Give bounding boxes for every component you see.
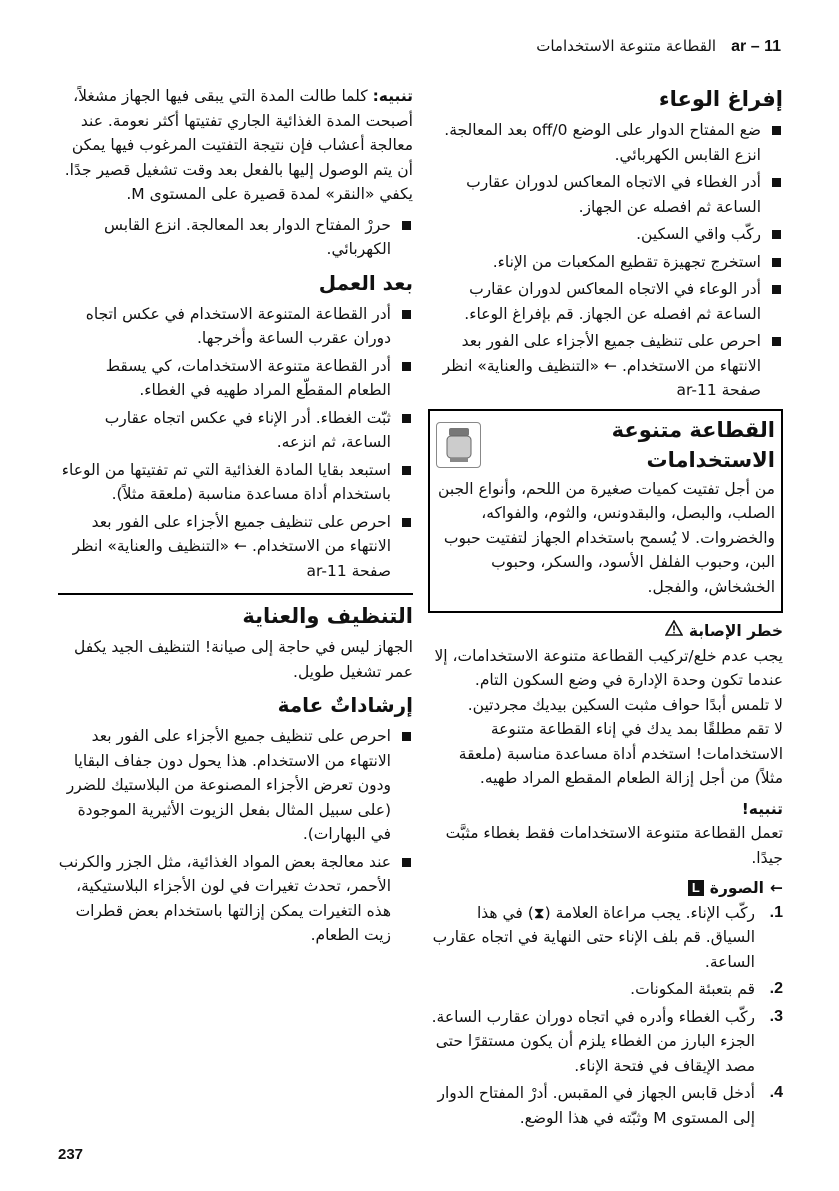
list-item: استبعد بقايا المادة الغذائية التي تم تفتيتها من الوعاء باستخدام أداة مساعدة مناسبة (ملعقة مثلاً).	[58, 458, 413, 507]
list-item: أدر القطاعة متنوعة الاستخدامات، كي يسقط الطعام المقطّع المراد طهيه في الغطاء.	[58, 354, 413, 403]
page-ref: 11 – ar	[731, 38, 781, 55]
multi-chopper-head	[436, 415, 775, 475]
section-divider	[58, 593, 413, 595]
list-item: ركّب واقي السكين.	[428, 222, 783, 247]
bullet-icon	[772, 337, 781, 346]
step-item: 1. ركّب الإناء. يجب مراعاة العلامة (⧗) في هذا السياق. قم بلف الإناء حتى النهاية في اتجاه عقارب الساعة.	[432, 903, 783, 971]
notice-text: تعمل القطاعة متنوعة الاستخدامات فقط بغطاء مثبَّت جيدًا.	[445, 824, 783, 867]
steps-list	[428, 901, 783, 1131]
multi-chopper-section	[428, 409, 783, 614]
warning-icon	[665, 619, 683, 644]
heading-after-work: بعد العمل	[318, 270, 413, 295]
bullet-icon	[402, 858, 411, 867]
left-column	[58, 84, 413, 954]
heading-cleaning: التنظيف والعناية	[242, 604, 413, 628]
bullet-icon	[402, 466, 411, 475]
bullet-icon	[402, 414, 411, 423]
list-item: استخرج تجهيزة تقطيع المكعبات من الإناء.	[428, 250, 783, 275]
step-item: 3. ركّب الغطاء وأدره في اتجاه دوران عقارب الساعة. الجزء البارز من الغطاء يلزم أن يكون مستقرًا حتى مصد الإيقاف في فتحة الإناء.	[431, 1007, 783, 1075]
multi-intro: من أجل تفتيت كميات صغيرة من اللحم، وأنواع الجبن الصلب، والبصل، والبقدونس، والثوم، والفواكه، والخضروات. لا يُسمح باستخدام الجهاز لتفتيت حبوب البن، وحبوب الفلفل الأسود، والسكر، وحبوب الخشخاش، والفجل.	[438, 479, 775, 596]
header-title: القطاعة متنوعة الاستخدامات	[536, 37, 717, 55]
list-item: ثبّت الغطاء. أدر الإناء في عكس اتجاه عقارب الساعة، ثم انزعه.	[58, 406, 413, 455]
bullet-icon	[772, 230, 781, 239]
page-header	[58, 36, 781, 62]
notice-list	[58, 213, 413, 262]
notice-paragraph	[58, 84, 413, 207]
bullet-icon	[402, 362, 411, 371]
list-item: أدر الوعاء في الاتجاه المعاكس لدوران عقارب الساعة ثم افصله عن الجهاز. قم بإفراغ الوعاء.	[428, 277, 783, 326]
notice-label: تنبيه!	[741, 799, 783, 818]
step-item: 4. أدخل قابس الجهاز في المقبس. أدرْ المفتاح الدوار إلى المستوى M وثبّته في هذا الوضع.	[437, 1084, 783, 1127]
heading-general: إرشاداتٌ عامة	[277, 693, 413, 717]
arrow-icon: ←	[770, 879, 783, 897]
bullet-icon	[402, 732, 411, 741]
notice-label: تنبيه:	[372, 87, 413, 105]
list-item: حررْ المفتاح الدوار بعد المعالجة. انزع القابس الكهربائي.	[58, 213, 413, 262]
cleaning-intro: الجهاز ليس في حاجة إلى صيانة! التنظيف الجيد يكفل عمر تشغيل طويل.	[74, 638, 413, 681]
warning-line: يجب عدم خلع/تركيب القطاعة متنوعة الاستخدامات، إلا عندما تكون وحدة الإدارة في وضع السكون التام.	[434, 646, 783, 689]
bullet-icon	[402, 310, 411, 319]
figure-reference: ← الصورة L	[428, 876, 783, 901]
list-item: احرص على تنظيف جميع الأجزاء على الفور بعد الانتهاء من الاستخدام. ← «التنظيف والعناية» انظر صفحة ar-11	[428, 329, 783, 403]
warning-line: لا تقم مطلقًا بمد يدك في إناء القطاعة متنوعة الاستخدامات! استخدم أداة مساعدة مناسبة (ملعقة مثلاً) من أجل إزالة الطعام المقطع المراد طهيه.	[458, 720, 783, 787]
chopper-icon	[436, 422, 481, 468]
warning-heading: خطر الإصابة	[428, 619, 783, 644]
page-number: 237	[58, 1146, 84, 1163]
warning-line: لا تلمس أبدًا حواف مثبت السكين بيديك مجردتين.	[467, 695, 783, 714]
notice-text: كلما طالت المدة التي يبقى فيها الجهاز مشغلاً، أصبحت المدة الغذائية الجاري تفتيتها أكثر نعومة. عند معالجة أعشاب فإن نتيجة التفتيت المرغوب فيها يمكن أن يتم الوصول إليها بالفعل بعد وقت تشغيل قصير جدًا. يكفي «النقر» لمدة قصيرة على المستوى M.	[64, 87, 413, 203]
bullet-icon	[772, 285, 781, 294]
heading-empty-bowl: إفراغ الوعاء	[658, 87, 783, 111]
list-item: أدر الغطاء في الاتجاه المعاكس لدوران عقارب الساعة ثم افصله عن الجهاز.	[428, 170, 783, 219]
figure-letter: L	[688, 880, 704, 896]
list-item: احرص على تنظيف جميع الأجزاء على الفور بعد الانتهاء من الاستخدام. هذا يحول دون جفاف البقايا ودون تعرض الأجزاء المصنوعة من البلاستيك للضرر (على سبيل المثال بفعل الزيوت الأثيرية الموجودة في البهارات).	[58, 724, 413, 847]
bullet-icon	[402, 221, 411, 230]
general-list	[58, 724, 413, 948]
after-work-list	[58, 302, 413, 584]
bullet-icon	[772, 178, 781, 187]
list-item: ضع المفتاح الدوار على الوضع 0/off بعد المعالجة. انزع القابس الكهربائي.	[428, 118, 783, 167]
list-item: عند معالجة بعض المواد الغذائية، مثل الجزر والكرنب الأحمر، تحدث تغيرات في لون الأجزاء البلاستيكية، هذه التغيرات يمكن إزالتها باستخدام بعض قطرات زيت الطعام.	[58, 850, 413, 948]
empty-bowl-list	[428, 118, 783, 403]
right-column	[428, 84, 783, 1133]
list-item: أدر القطاعة المتنوعة الاستخدام في عكس اتجاه دوران عقرب الساعة وأخرجها.	[58, 302, 413, 351]
step-item: 2. قم بتعبئة المكونات.	[630, 980, 783, 998]
heading-multi-chopper: القطاعة متنوعة الاستخدامات	[611, 417, 775, 472]
list-item: احرص على تنظيف جميع الأجزاء على الفور بعد الانتهاء من الاستخدام. ← «التنظيف والعناية» انظر صفحة ar-11	[58, 510, 413, 584]
bullet-icon	[772, 126, 781, 135]
bullet-icon	[772, 258, 781, 267]
bullet-icon	[402, 518, 411, 527]
